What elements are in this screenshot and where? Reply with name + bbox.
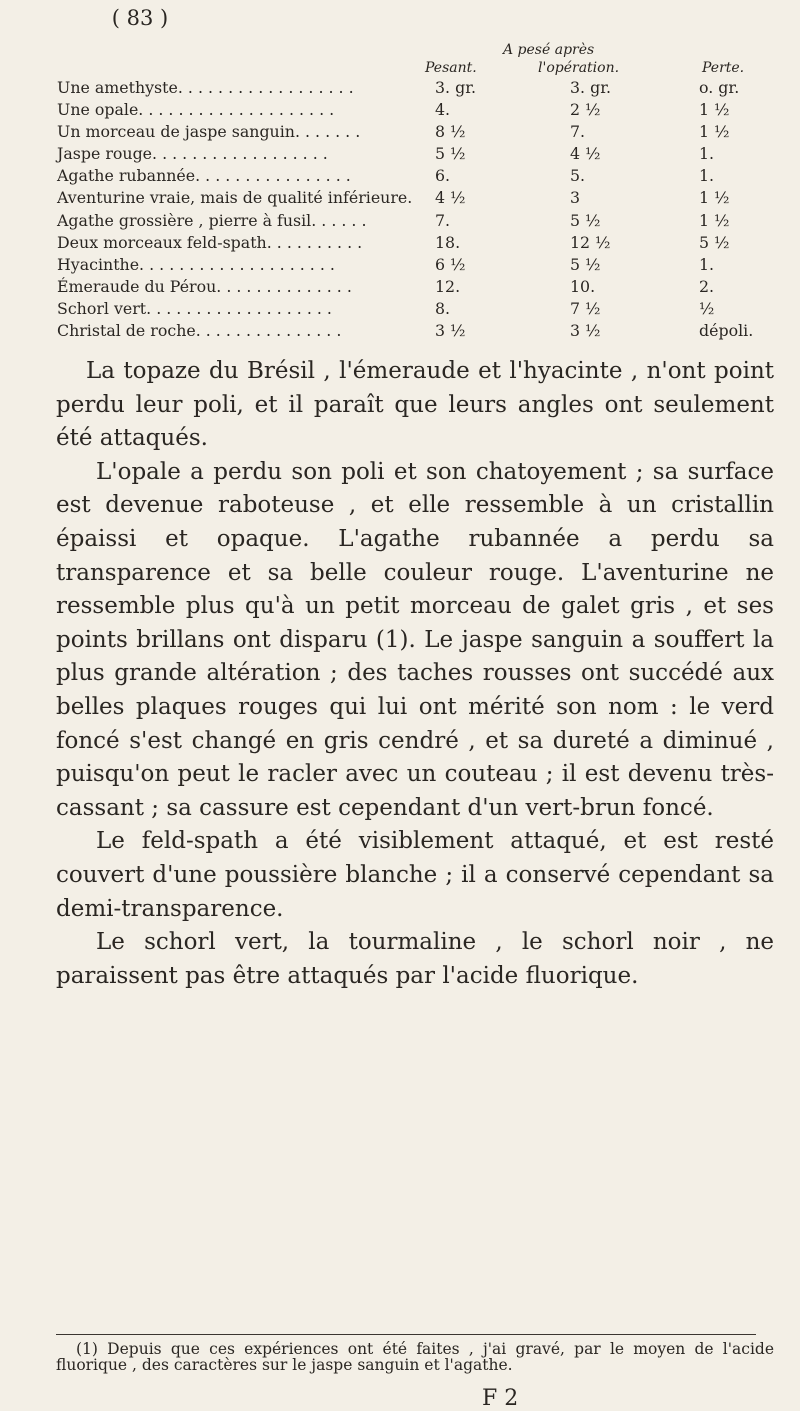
table-row	[57, 255, 797, 277]
row-stone-name: Schorl vert. . . . . . . . . . . . . . . . . . .	[57, 298, 332, 318]
row-weight-after: 5 ½	[570, 210, 601, 230]
row-weight: 6.	[435, 166, 451, 186]
table-row	[57, 144, 797, 166]
row-weight-after: 12 ½	[570, 232, 611, 252]
row-weight-after: 3. gr.	[570, 78, 612, 97]
row-weight: 7.	[435, 210, 451, 230]
row-weight: 3. gr.	[435, 78, 477, 97]
row-weight: 5 ½	[435, 144, 466, 164]
table-row	[57, 166, 797, 188]
row-loss: 1 ½	[699, 100, 730, 120]
row-weight-after: 7 ½	[570, 298, 601, 318]
column-header-after-operation: l'opération.	[538, 60, 620, 76]
table-row	[57, 233, 797, 255]
paragraph: Le feld-spath a été visiblement attaqué, et est resté couvert d'une poussière blanche ; il a conservé cependant sa demi-transparence.	[56, 828, 774, 922]
row-stone-name: Un morceau de jaspe sanguin. . . . . . .	[57, 122, 361, 142]
row-loss: 1.	[699, 166, 715, 186]
page-number: ( 83 )	[111, 6, 169, 30]
column-header-loss: Perte.	[702, 60, 745, 76]
row-weight: 3 ½	[435, 321, 466, 341]
row-weight: 18.	[435, 232, 461, 252]
paragraph: L'opale a perdu son poli et son chatoyement ; sa surface est devenue raboteuse , et elle ressemble à un cristallin épaissi et opaque. L'agathe rubannée a perdu sa transparence et sa belle couleur rouge. L'aventurine ne ressemble plus qu'à un petit morceau de galet gris , et ses points brillans ont disparu (1). Le jaspe sanguin a souffert la plus grande altération ; des taches rousses ont succédé aux belles plaques rouges qui lui ont mérité son nom : le verd foncé s'est changé en gris cendré , et sa dureté a diminué , puisqu'on peut le racler avec un couteau ; il est devenu très-cassant ; sa cassure est cependant d'un vert-brun foncé.	[56, 458, 774, 821]
row-weight-after: 3	[570, 188, 581, 208]
row-loss: o. gr.	[699, 78, 740, 97]
table-row	[57, 100, 797, 122]
row-stone-name: Agathe rubannée. . . . . . . . . . . . . . . .	[57, 166, 351, 186]
row-weight: 4 ½	[435, 188, 466, 208]
row-weight: 8 ½	[435, 122, 466, 142]
row-loss: 5 ½	[699, 232, 730, 252]
table-row	[57, 321, 797, 343]
table-row	[57, 78, 797, 100]
row-stone-name: Aventurine vraie, mais de qualité inférieure.	[57, 188, 413, 208]
weights-table	[57, 78, 797, 343]
row-stone-name: Agathe grossière , pierre à fusil. . . . . .	[57, 210, 367, 230]
row-weight-after: 3 ½	[570, 321, 601, 341]
row-loss: 1 ½	[699, 210, 730, 230]
row-loss: dépoli.	[699, 321, 754, 341]
row-stone-name: Une opale. . . . . . . . . . . . . . . . . . . .	[57, 100, 335, 120]
row-loss: ½	[699, 298, 715, 318]
row-loss: 1.	[699, 254, 715, 274]
row-stone-name: Hyacinthe. . . . . . . . . . . . . . . . . . . .	[57, 254, 335, 274]
footnote-divider	[56, 1334, 756, 1335]
row-weight-after: 5.	[570, 166, 586, 186]
table-row	[57, 188, 797, 210]
row-stone-name: Émeraude du Pérou. . . . . . . . . . . . . .	[57, 276, 352, 296]
row-loss: 2.	[699, 276, 715, 296]
paragraph: Le schorl vert, la tourmaline , le schorl noir , ne paraissent pas être attaqués par l'acide fluorique.	[56, 929, 774, 989]
row-weight-after: 4 ½	[570, 144, 601, 164]
table-row	[57, 277, 797, 299]
footnote	[56, 1341, 774, 1373]
row-weight: 8.	[435, 298, 451, 318]
column-header-weighed-after: A pesé après	[503, 42, 595, 58]
row-weight-after: 7.	[570, 122, 586, 142]
row-weight-after: 5 ½	[570, 254, 601, 274]
row-weight-after: 2 ½	[570, 100, 601, 120]
paragraph: La topaze du Brésil , l'émeraude et l'hyacinte , n'ont point perdu leur poli, et il paraît que leurs angles ont seulement été attaqués.	[56, 358, 774, 452]
signature-mark: F 2	[482, 1386, 519, 1411]
table-row	[57, 122, 797, 144]
row-weight: 12.	[435, 276, 461, 296]
row-stone-name: Jaspe rouge. . . . . . . . . . . . . . . . . .	[57, 144, 328, 164]
row-stone-name: Une amethyste. . . . . . . . . . . . . . . . . .	[57, 78, 354, 97]
row-weight-after: 10.	[570, 276, 596, 296]
column-header-weight: Pesant.	[425, 60, 477, 76]
row-loss: 1.	[699, 144, 715, 164]
row-loss: 1 ½	[699, 122, 730, 142]
footnote-text: (1) Depuis que ces expériences ont été faites , j'ai gravé, par le moyen de l'acide fluorique , des caractères sur le jaspe sanguin et l'agathe.	[56, 1340, 774, 1374]
table-row	[57, 211, 797, 233]
row-stone-name: Christal de roche. . . . . . . . . . . . . . .	[57, 321, 342, 341]
table-row	[57, 299, 797, 321]
row-weight: 4.	[435, 100, 451, 120]
row-stone-name: Deux morceaux feld-spath. . . . . . . . . .	[57, 232, 363, 252]
row-loss: 1 ½	[699, 188, 730, 208]
body-text	[56, 355, 774, 993]
row-weight: 6 ½	[435, 254, 466, 274]
